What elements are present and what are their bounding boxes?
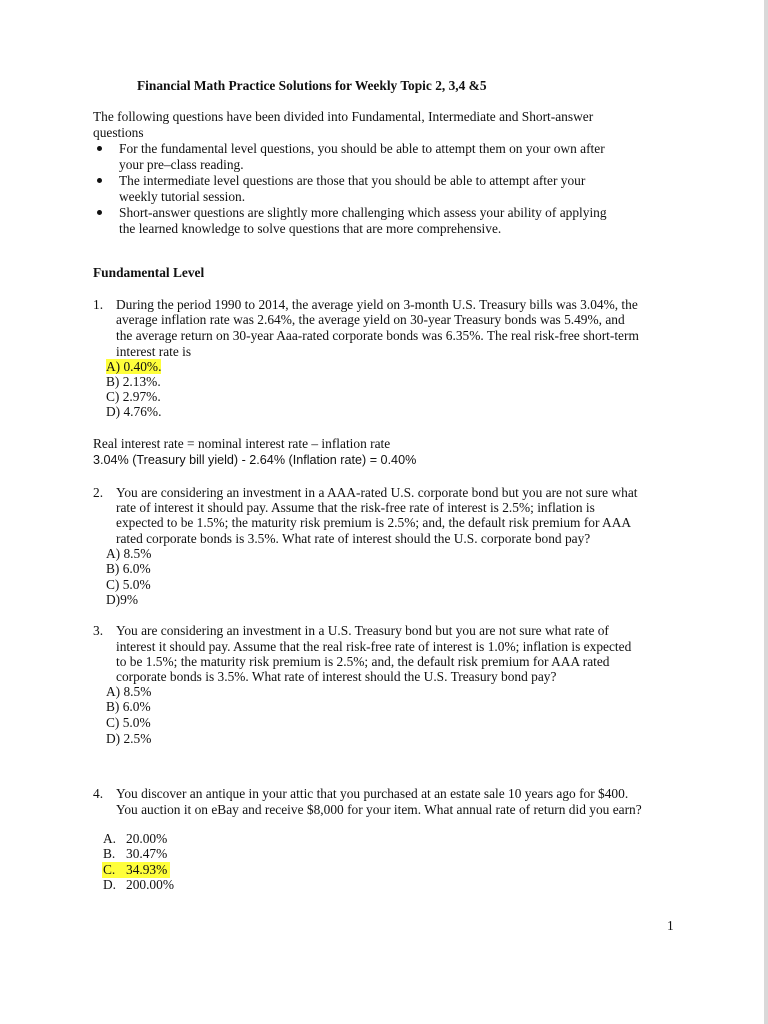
question-number: 4.	[93, 786, 104, 801]
q3-line-1: You are considering an investment in a U.S. Treasury bond but you are not sure what rate of	[116, 623, 609, 638]
q4-option-c-answer	[102, 862, 170, 878]
intro-line-1: The following questions have been divided into Fundamental, Intermediate and Short-answer	[93, 109, 594, 124]
page-edge	[764, 0, 768, 1024]
q2-line-4: rated corporate bonds is 3.5%. What rate of interest should the U.S. corporate bond pay?	[116, 531, 591, 546]
explanation-line-1: Real interest rate = nominal interest rate – inflation rate	[93, 436, 391, 451]
q3-option-b: B) 6.0%	[106, 699, 151, 714]
q1-option-a-answer	[106, 359, 161, 375]
q3-line-2: interest it should pay. Assume that the real risk-free rate of interest is 1.0%; inflation is expected	[116, 639, 632, 654]
q1-line-2: average inflation rate was 2.64%, the average yield on 30-year Treasury bonds was 5.49%, and	[116, 312, 625, 327]
q2-option-b: B) 6.0%	[106, 561, 151, 576]
q1-option-b: B) 2.13%.	[106, 374, 161, 389]
q3-line-3: to be 1.5%; the maturity risk premium is 2.5%; and, the default risk premium for AAA rated	[116, 654, 610, 669]
question-number: 2.	[93, 485, 104, 500]
q3-option-c: C) 5.0%	[106, 715, 151, 730]
q3-line-4: corporate bonds is 3.5%. What rate of interest should the U.S. Treasury bond pay?	[116, 669, 557, 684]
q2-line-3: expected to be 1.5%; the maturity risk premium is 2.5%; and, the default risk premium for AAA	[116, 515, 632, 530]
q1-line-4: interest rate is	[116, 344, 192, 359]
bullet-3-line-1: Short-answer questions are slightly more challenging which assess your ability of applying	[119, 205, 607, 220]
q3-option-a: A) 8.5%	[106, 684, 152, 699]
bullet-dot	[97, 146, 102, 151]
q2-option-a: A) 8.5%	[106, 546, 152, 561]
document-title: Financial Math Practice Solutions for Weekly Topic 2, 3,4 &5	[137, 78, 487, 93]
question-number: 1.	[93, 297, 104, 312]
answer-highlight: A) 0.40%.	[106, 359, 162, 374]
q4-option-a-value: 20.00%	[126, 831, 168, 846]
q2-option-d: D)9%	[106, 592, 138, 607]
q4-option-b-value: 30.47%	[126, 846, 168, 861]
q2-option-c: C) 5.0%	[106, 577, 151, 592]
page-number: 1	[667, 918, 674, 933]
section-heading: Fundamental Level	[93, 265, 205, 280]
q4-option-a-letter: A.	[103, 831, 117, 846]
question-number: 3.	[93, 623, 104, 638]
q4-option-d-letter: D.	[103, 877, 117, 892]
q4-option-b-letter: B.	[103, 846, 116, 861]
explanation-line-2: 3.04% (Treasury bill yield) - 2.64% (Inflation rate) = 0.40%	[93, 453, 417, 467]
q4-option-c-value: 34.93%	[126, 862, 168, 877]
q3-option-d: D) 2.5%	[106, 731, 152, 746]
q1-option-c: C) 2.97%.	[106, 389, 161, 404]
bullet-2-line-1: The intermediate level questions are those that you should be able to attempt after your	[119, 173, 586, 188]
q4-line-2: You auction it on eBay and receive $8,000 for your item. What annual rate of return did you earn?	[116, 802, 642, 817]
bullet-2-line-2: weekly tutorial session.	[119, 189, 246, 204]
q2-line-1: You are considering an investment in a AAA-rated U.S. corporate bond but you are not sure what	[116, 485, 638, 500]
bullet-dot	[97, 210, 102, 215]
bullet-1-line-2: your pre–class reading.	[119, 157, 244, 172]
q2-line-2: rate of interest it should pay. Assume that the risk-free rate of interest is 2.5%; inflation is	[116, 500, 595, 515]
q4-option-c-letter: C.	[103, 862, 116, 877]
q4-line-1: You discover an antique in your attic that you purchased at an estate sale 10 years ago for $400.	[116, 786, 629, 801]
bullet-3-line-2: the learned knowledge to solve questions that are more comprehensive.	[119, 221, 502, 236]
bullet-1-line-1: For the fundamental level questions, you should be able to attempt them on your own after	[119, 141, 605, 156]
q4-option-d-value: 200.00%	[126, 877, 174, 892]
q1-line-3: the average return on 30-year Aaa-rated corporate bonds was 6.35%. The real risk-free short-term	[116, 328, 639, 343]
bullet-dot	[97, 178, 102, 183]
q1-line-1: During the period 1990 to 2014, the average yield on 3-month U.S. Treasury bills was 3.04%, the	[116, 297, 638, 312]
intro-line-2: questions	[93, 125, 144, 140]
q1-option-d: D) 4.76%.	[106, 404, 162, 419]
